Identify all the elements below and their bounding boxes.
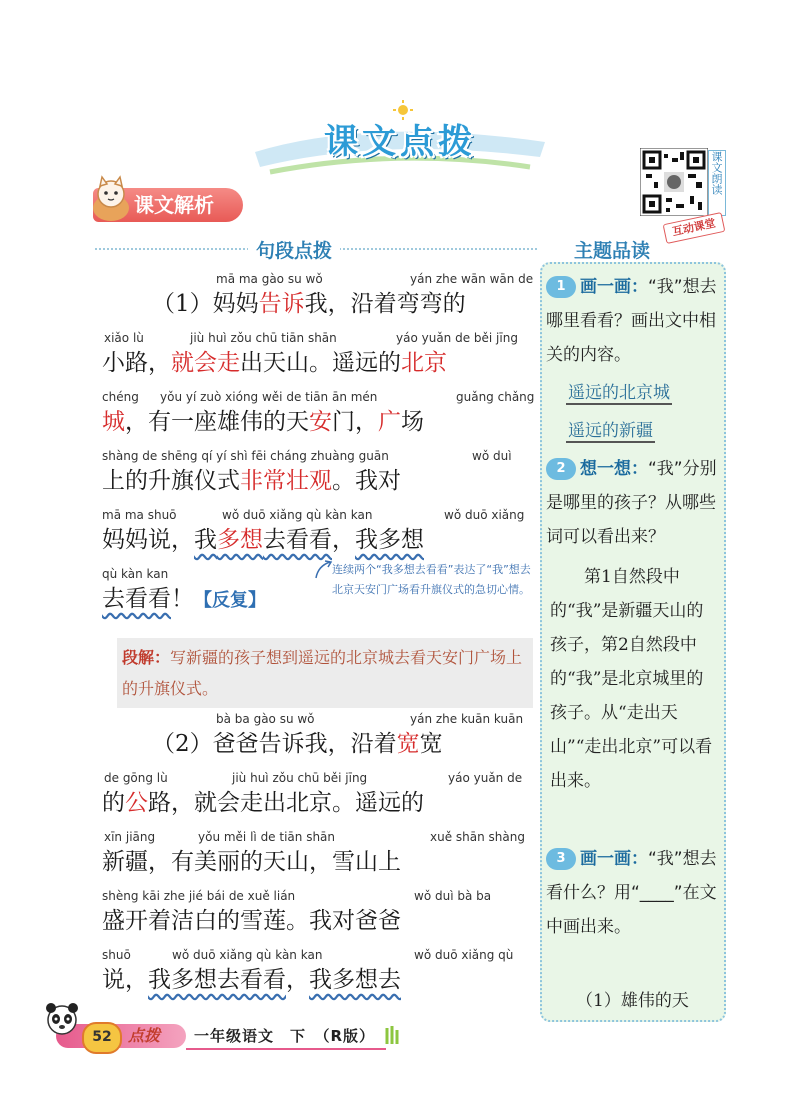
sidebar-question-2 (546, 452, 718, 554)
question-number-badge: 2 (546, 458, 576, 480)
pinyin-line: jiù huì zǒu chū běi jīng (232, 771, 368, 785)
question-lead: 画一画： (580, 849, 648, 869)
pinyin-line: chéng (102, 390, 139, 404)
pinyin-line: bà ba gào su wǒ (216, 712, 315, 726)
text-line-4: 上的升旗仪式非常壮观。我对 (102, 468, 401, 494)
question-lead: 想一想： (580, 459, 648, 479)
text-line-8: 的公路，就会走出北京。遥远的 (102, 790, 424, 816)
qr-label: 课文朗读 (708, 150, 726, 216)
margin-note: 连续两个“我多想去看看”表达了“我”想去北京天安门广场看升旗仪式的急切心情。 (332, 563, 531, 596)
text-line-6: 去看看！【反复】 (102, 586, 266, 612)
question-number-badge: 3 (546, 848, 576, 870)
pinyin-line: guǎng chǎng (456, 390, 535, 404)
page-title: 课文点拨 (324, 122, 476, 162)
text-line-7: （2）爸爸告诉我，沿着宽宽 (152, 731, 443, 757)
subhead-theme-reading: 主题品读 (574, 240, 651, 262)
pinyin-line: shuō (102, 948, 131, 962)
question-text: “我”想去看什么？用“____”在文中画出来。 (546, 849, 717, 937)
answer-3: （1）雄伟的天 (576, 991, 689, 1011)
pinyin-line: xīn jiāng (104, 830, 156, 844)
pinyin-line: de gōng lù (104, 771, 168, 785)
text-line-2: 小路，就会走出天山。遥远的北京 (102, 350, 447, 376)
pinyin-line: mā ma shuō (102, 508, 177, 522)
page-number: 52 (82, 1022, 122, 1054)
sidebar-question-3 (546, 842, 718, 944)
pinyin-line: wǒ duō xiǎng qù kàn kan (222, 508, 373, 522)
text-line-3: 城，有一座雄伟的天安门，广场 (102, 409, 424, 435)
text-line-11: 说，我多想去看看，我多想去 (102, 967, 401, 993)
cat-mascot-icon (88, 174, 134, 224)
pinyin-line: mā ma gào su wǒ (216, 272, 323, 286)
subhead-sentence-guide: 句段点拨 (248, 236, 340, 263)
leaf-icon (384, 1026, 400, 1046)
pinyin-line: wǒ duō xiǎng (444, 508, 525, 522)
pinyin-line: shàng de shēng qí yí shì fēi cháng zhuàng guān (102, 449, 389, 463)
pinyin-line: shèng kāi zhe jié bái de xuě lián (102, 889, 296, 903)
pinyin-line: yǒu měi lì de tiān shān (198, 830, 336, 844)
pinyin-line: yǒu yí zuò xióng wěi de tiān ān mén (160, 390, 378, 404)
interactive-class-tag: 互动课堂 (663, 212, 726, 244)
text-line-5: 妈妈说，我多想去看看，我多想 (102, 527, 424, 553)
pinyin-line: wǒ duì (472, 449, 512, 463)
question-lead: 画一画： (580, 277, 648, 297)
pinyin-line: yán zhe kuān kuān (410, 712, 524, 726)
pinyin-line: wǒ duì bà ba (414, 889, 492, 903)
answer-2: 第1自然段中的“我”是新疆天山的孩子，第2自然段中的“我”是北京城里的孩子。从“走出天山”“走出北京”可以看出来。 (550, 567, 713, 791)
pinyin-line: xiǎo lù (104, 331, 144, 345)
pinyin-line: wǒ duō xiǎng qù (414, 948, 514, 962)
text-line-9: 新疆，有美丽的天山，雪山上 (102, 849, 401, 875)
panda-mascot-icon (40, 1000, 84, 1040)
pinyin-line: wǒ duō xiǎng qù kàn kan (172, 948, 323, 962)
book-info: 一年级语文 下 （R版） (194, 1027, 376, 1045)
repetition-tag: 【反复】 (194, 590, 266, 611)
question-number-badge: 1 (546, 276, 576, 298)
pinyin-line: qù kàn kan (102, 567, 169, 581)
pinyin-line: jiù huì zǒu chū tiān shān (190, 331, 337, 345)
text-line-1: （1）妈妈告诉我，沿着弯弯的 (152, 291, 466, 317)
question-text: “我”分别是哪里的孩子？从哪些词可以看出来？ (546, 459, 717, 547)
pinyin-line: xuě shān shàng (430, 830, 525, 844)
brand-logo: 点拨 (128, 1026, 161, 1045)
qr-code-icon[interactable] (640, 148, 708, 216)
pinyin-line: yán zhe wān wān de (410, 272, 534, 286)
text-line-10: 盛开着洁白的雪莲。我对爸爸 (102, 908, 401, 934)
section-title: 课文解析 (134, 193, 214, 217)
question-text: “我”想去哪里看看？画出文中相关的内容。 (546, 277, 717, 365)
pinyin-line: yáo yuǎn de (448, 771, 523, 785)
sun-icon (393, 100, 413, 120)
answer-1-line-1: 遥远的北京城 (568, 383, 670, 403)
sidebar-question-1 (546, 270, 718, 372)
pinyin-line: yáo yuǎn de běi jīng (396, 331, 518, 345)
paragraph-gloss: 段解：写新疆的孩子想到遥远的北京城去看天安门广场上的升旗仪式。 (122, 648, 523, 698)
footer-underline (186, 1048, 386, 1050)
answer-1-line-2: 遥远的新疆 (568, 421, 653, 441)
